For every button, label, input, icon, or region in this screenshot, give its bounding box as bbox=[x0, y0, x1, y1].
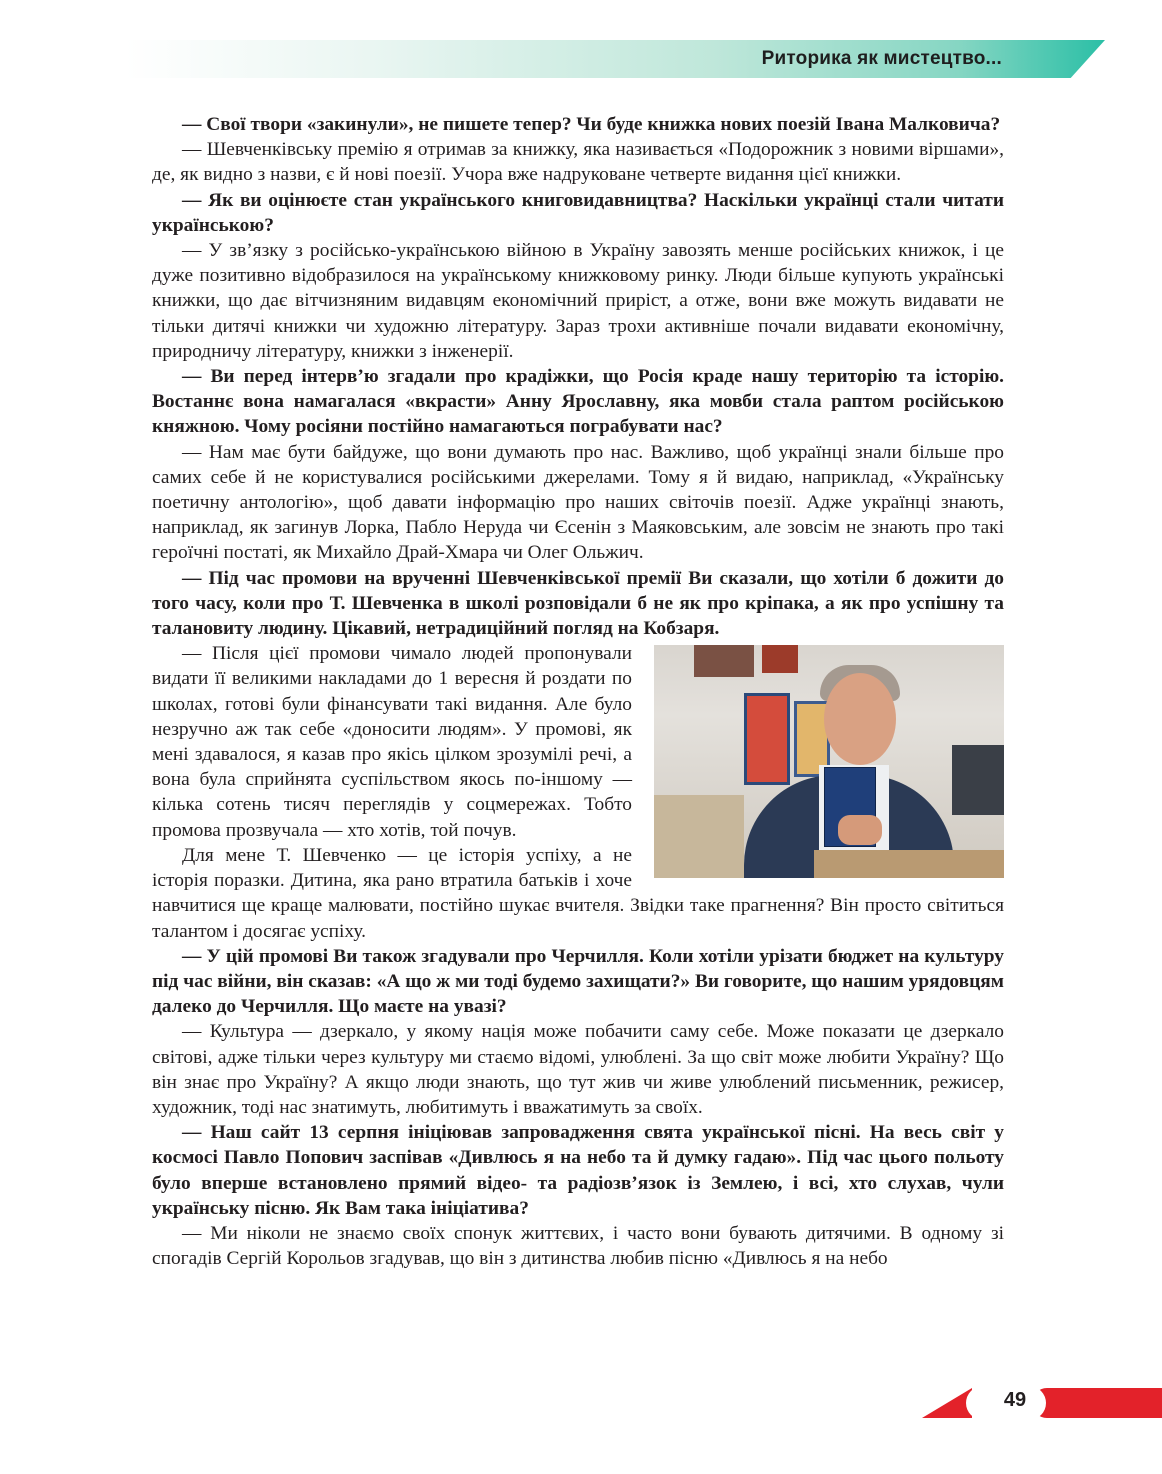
article-body bbox=[152, 112, 1004, 1271]
shelf bbox=[654, 795, 744, 878]
person-hand bbox=[838, 815, 882, 845]
footer-accent-left bbox=[922, 1388, 972, 1418]
question-paragraph: — У цій промові Ви також згадували про Черчилля. Коли хотіли урізати бюджет на культуру під час війни, він сказав: «А що ж ми тоді будемо захищати?» Ви говорите, що нашим урядовцям далеко до Черчилля. Що маєте на увазі? bbox=[152, 945, 1004, 1018]
answer-paragraph: — Культура — дзеркало, у якому нація може побачити саму себе. Може показати це дзеркало світові, адже тільки через культуру ми стаємо відомі, улюблені. За що світ може любити Україну? Що він знає про Україну? А якщо люди знають, що тут жив чи живе улюблений письменник, режисер, художник, тоді нас знатимуть, любитимуть і вважатимуть за своїх. bbox=[152, 1021, 1004, 1118]
framed-picture bbox=[744, 693, 790, 785]
question-paragraph: — Ви перед інтерв’ю згадали про крадіжки, що Росія краде нашу територію та історію. Востаннє вона намагалася «вкрасти» Анну Ярославну, яка мовби стала раптом російською княжною. Чому росіяни постійно намагаються пограбувати нас? bbox=[152, 366, 1004, 438]
answer-paragraph: — У зв’язку з російсько-українською війною в Україну завозять менше російських книжок, і це дуже позитивно відобразилося на українському книжковому ринку. Люди більше купують українські книжки, що дає вітчизняним видавцям економічний приріст, а отже, вони вже можуть видавати не тільки дитячі книжки чи художню літературу. Зараз трохи активніше почали видавати економічну, природничу літературу, книжки з інженерії. bbox=[152, 240, 1004, 362]
wall-painting bbox=[762, 645, 798, 673]
question-paragraph: — Під час промови на врученні Шевченківської премії Ви сказали, що хотіли б дожити до того часу, коли про Т. Шевченка в школі розповідали б не як про кріпака, а як про успішну та талановиту людину. Цікавий, нетрадиційний погляд на Кобзаря. bbox=[152, 567, 1004, 640]
page-number: 49 bbox=[1003, 1389, 1027, 1411]
running-header-title: Риторика як мистецтво... bbox=[761, 48, 1002, 69]
monitor bbox=[952, 745, 1004, 815]
question-paragraph: — Наш сайт 13 серпня ініціював запровадження свята української пісні. На весь світ у космосі Павло Попович заспівав «Дивлюсь я на небо та й думку гадаю». Під час цього польоту було вперше встановлено прямий відео- та радіозв’язок із Землею, і всі, хто слухав, чули українську пісню. Як Вам така ініціатива? bbox=[152, 1122, 1004, 1219]
question-paragraph: — Свої твори «закинули», не пишете тепер? Чи буде книжка нових поезій Івана Малковича? bbox=[182, 114, 1001, 135]
answer-paragraph: — Нам має бути байдуже, що вони думають про нас. Важливо, щоб українці знали більше про самих себе й не користувалися російськими джерелами. Тому я й видаю, наприклад, «Українську поетичну антологію», щоб давати інформацію про наших світочів поезії. Адже українці знають, наприклад, як загинув Лорка, Пабло Неруда чи Єсенін з Маяковським, але зовсім не знають про такі героїчні постаті, як Михайло Драй-Хмара чи Олег Ольжич. bbox=[152, 441, 1004, 564]
wall-painting bbox=[694, 645, 754, 677]
answer-paragraph: — Після цієї промови чимало людей пропонували видати її великими накладами до 1 вересня й роздати по школах, готові були фінансувати такі видання. Але було незручно аж так себе «доносити людям». У промові, як мені здавалося, я казав про якісь цілком зрозумілі речі, а вона була сприйнята суспільством якось по-іншому — кілька сотень тисяч переглядів у соцмережах. Тобто промова прозвучала — хто хотів, той почув. bbox=[152, 643, 632, 841]
question-paragraph: — Як ви оцінюєте стан українського книговидавництва? Наскільки українці стали читати українською? bbox=[152, 189, 1004, 236]
answer-paragraph: — Шевченківську премію я отримав за книжку, яка називається «Подорожник з новими віршами», де, як видно з назви, є й нові поезії. Учора вже надруковане четверте видання цієї книжки. bbox=[152, 139, 1004, 186]
answer-paragraph: Для мене Т. Шевченко — це історія успіху, а не історія поразки. Дитина, яка рано втратила батьків і хоче навчитися ще краще малювати, постійно шукає вчителя. Звідки таке прагнення? Він просто світиться талантом і досягає успіху. bbox=[152, 844, 1004, 942]
answer-paragraph: — Ми ніколи не знаємо своїх спонук життєвих, і часто вони бувають дитячими. В одному зі спогадів Сергій Корольов згадував, що він з дитинства любив пісню «Дивлюсь я на небо bbox=[152, 1222, 1004, 1270]
footer-accent-right bbox=[1032, 1388, 1162, 1418]
person-face bbox=[824, 673, 896, 765]
author-photo bbox=[654, 645, 1004, 878]
desk bbox=[814, 850, 1004, 878]
